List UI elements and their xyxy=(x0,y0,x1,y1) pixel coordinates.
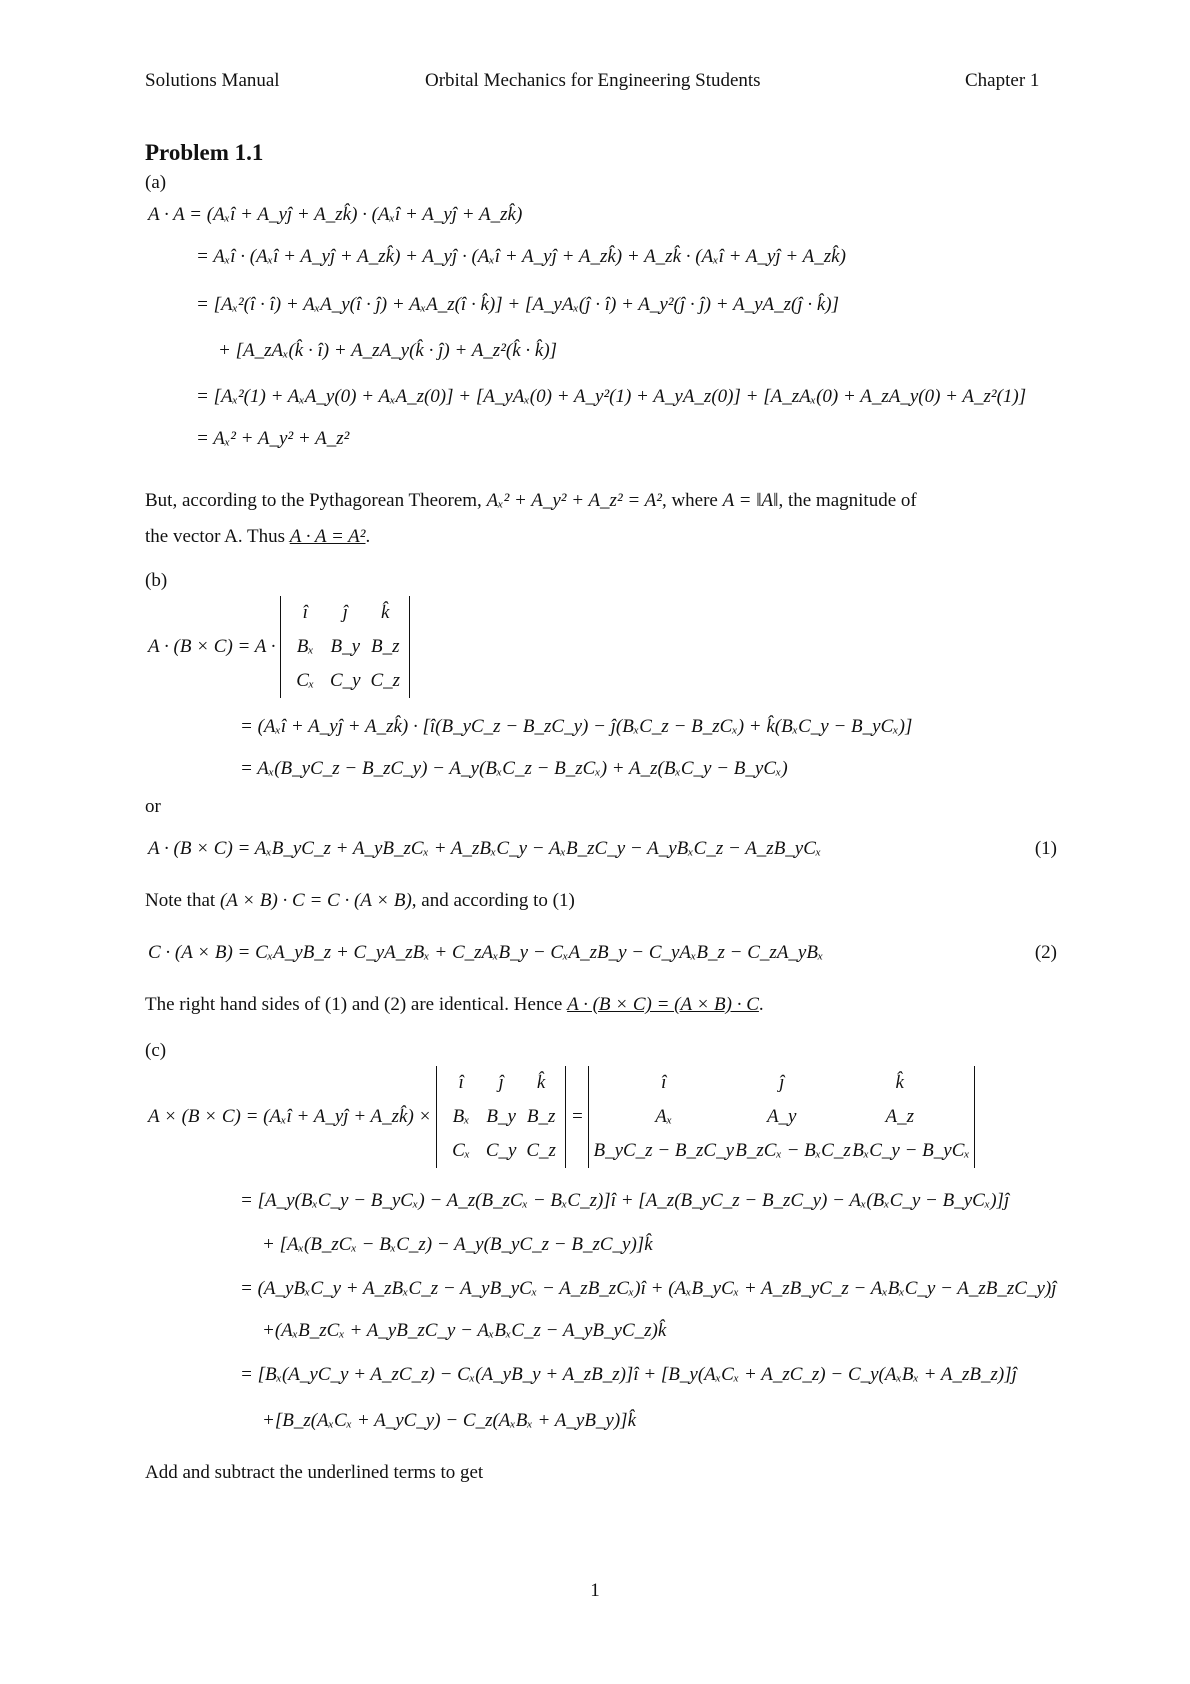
part-c-eq5: +(AₓB_zCₓ + A_yB_zC_y − AₓBₓC_z − A_yB_yC_z)k̂ xyxy=(262,1320,667,1341)
det-row xyxy=(285,664,405,698)
det-cell: C_y xyxy=(329,670,361,691)
det-cell: Cₓ xyxy=(296,670,315,691)
part-c-eq6: = [Bₓ(A_yC_y + A_zC_z) − Cₓ(A_yB_y + A_zB_z)]î + [B_y(AₓCₓ + A_zC_z) − C_y(AₓBₓ + A_zB_z)]ĵ xyxy=(240,1364,1017,1385)
det-cell: B_z xyxy=(371,636,400,657)
header-left: Solutions Manual xyxy=(145,70,280,91)
part-a-eq5: = [Aₓ²(1) + AₓA_y(0) + AₓA_z(0)] + [A_yAₓ(0) + A_y²(1) + A_yA_z(0)] + [A_zAₓ(0) + A_zA_y(0) + A_z²(1)] xyxy=(196,386,1027,407)
part-b-eq5: C · (A × B) = CₓA_yB_z + C_yA_zBₓ + C_zAₓB_y − CₓA_zB_y − C_yAₓB_z − C_zA_yBₓ xyxy=(148,942,824,963)
det-cell: B_y xyxy=(486,1106,516,1127)
det-row xyxy=(593,1100,970,1134)
part-c-eq2: = [A_y(BₓC_y − B_yCₓ) − A_z(B_zCₓ − BₓC_z)]î + [A_z(B_yC_z − B_zC_y) − Aₓ(BₓC_y − B_yCₓ)]ĵ xyxy=(240,1190,1010,1211)
det-row xyxy=(441,1100,561,1134)
note-post: , and according to (1) xyxy=(411,890,575,911)
det-cell: C_y xyxy=(485,1140,517,1161)
det-cell: ĵ xyxy=(342,602,348,623)
text2-post: . xyxy=(365,526,371,547)
det-row xyxy=(441,1066,561,1100)
det-row xyxy=(593,1134,970,1168)
det-cell: Bₓ xyxy=(296,636,314,657)
part-c-label: (c) xyxy=(145,1040,167,1061)
det-cell: î xyxy=(302,602,308,623)
part-c-eq1 xyxy=(148,1066,975,1168)
text1-eq: Aₓ² + A_y² + A_z² = A² xyxy=(486,490,662,511)
part-b-label: (b) xyxy=(145,570,168,591)
det-cell: A_y xyxy=(766,1106,797,1127)
det-cell: B_zCₓ − BₓC_z xyxy=(735,1140,851,1161)
eq-number-1: (1) xyxy=(1034,838,1057,859)
det-cell: Aₓ xyxy=(655,1106,673,1127)
text1-post: , the magnitude of xyxy=(778,490,917,511)
part-a-eq3: = [Aₓ²(î · î) + AₓA_y(î · ĵ) + AₓA_z(î · k̂)] + [A_yAₓ(ĵ · î) + A_y²(ĵ · ĵ) + A_yA_z(ĵ · k̂)] xyxy=(196,294,840,315)
part-a-label: (a) xyxy=(145,172,167,193)
text1-eq2: A = ‖A‖ xyxy=(722,490,779,511)
page-number: 1 xyxy=(590,1580,600,1601)
part-b-note xyxy=(145,890,575,912)
note-eq: (A × B) · C = C · (A × B) xyxy=(219,890,412,911)
det-row xyxy=(285,596,405,630)
part-a-text1 xyxy=(145,490,917,512)
det-cell: k̂ xyxy=(381,602,390,623)
det-cell: A_z xyxy=(885,1106,914,1127)
part-b-eq4: A · (B × C) = AₓB_yC_z + A_yB_zCₓ + A_zBₓC_y − AₓB_zC_y − A_yBₓC_z − A_zB_yCₓ xyxy=(148,838,822,859)
part-c-determinant-2 xyxy=(588,1066,975,1168)
det-cell: C_z xyxy=(370,670,401,691)
part-c-eq-sign: = xyxy=(570,1106,584,1127)
note-pre: Note that xyxy=(145,890,216,911)
part-a-eq1: A · A = (Aₓî + A_yĵ + A_zk̂) · (Aₓî + A_yĵ + A_zk̂) xyxy=(148,204,523,225)
part-b-eq1 xyxy=(148,596,410,698)
part-b-eq2: = (Aₓî + A_yĵ + A_zk̂) · [î(B_yC_z − B_zC_y) − ĵ(BₓC_z − B_zCₓ) + k̂(BₓC_y − B_yCₓ)] xyxy=(240,716,913,737)
det-cell: k̂ xyxy=(895,1072,904,1093)
text1-mid: , where xyxy=(661,490,718,511)
part-a-eq6: = Aₓ² + A_y² + A_z² xyxy=(196,428,350,449)
det-row xyxy=(593,1066,970,1100)
header-center: Orbital Mechanics for Engineering Students xyxy=(425,70,761,91)
part-b-eq3: = Aₓ(B_yC_z − B_zC_y) − A_y(BₓC_z − B_zCₓ) + A_z(BₓC_y − B_yCₓ) xyxy=(240,758,788,779)
concl-post: . xyxy=(758,994,764,1015)
det-cell: Bₓ xyxy=(452,1106,470,1127)
part-c-eq4: = (A_yBₓC_y + A_zBₓC_z − A_yB_yCₓ − A_zB_zCₓ)î + (AₓB_yCₓ + A_zB_yC_z − AₓBₓC_y − A_zB_zC_y)ĵ xyxy=(240,1278,1057,1299)
text2-pre: the vector A. Thus xyxy=(145,526,286,547)
part-a-eq2: = Aₓî · (Aₓî + A_yĵ + A_zk̂) + A_yĵ · (Aₓî + A_yĵ + A_zk̂) + A_zk̂ · (Aₓî + A_yĵ + A_zk̂) xyxy=(196,246,846,267)
text2-result: A · A = A² xyxy=(289,526,366,547)
part-c-final-text: Add and subtract the underlined terms to get xyxy=(145,1462,484,1483)
det-cell: BₓC_y − B_yCₓ xyxy=(852,1140,970,1161)
det-cell: î xyxy=(458,1072,464,1093)
header-right: Chapter 1 xyxy=(965,70,1040,91)
concl-result: A · (B × C) = (A × B) · C xyxy=(567,994,759,1015)
det-row xyxy=(441,1134,561,1168)
det-cell: ĵ xyxy=(779,1072,785,1093)
det-cell: î xyxy=(661,1072,667,1093)
part-a-text2 xyxy=(145,526,370,548)
part-c-eq1-lhs: A × (B × C) = (Aₓî + A_yĵ + A_zk̂) × xyxy=(148,1106,432,1127)
text1-pre: But, according to the Pythagorean Theorem, xyxy=(145,490,482,511)
det-cell: k̂ xyxy=(536,1072,546,1093)
det-cell: B_z xyxy=(526,1106,556,1127)
problem-title: Problem 1.1 xyxy=(145,140,264,165)
det-cell: B_y xyxy=(330,636,361,657)
det-row xyxy=(285,630,405,664)
part-b-conclusion xyxy=(145,994,764,1016)
concl-pre: The right hand sides of (1) and (2) are identical. Hence xyxy=(145,994,563,1015)
det-cell: C_z xyxy=(526,1140,556,1161)
det-cell: Cₓ xyxy=(452,1140,471,1161)
part-b-eq1-lhs: A · (B × C) = A · xyxy=(148,636,276,657)
det-cell: B_yC_z − B_zC_y xyxy=(593,1140,735,1161)
part-c-determinant-1 xyxy=(436,1066,566,1168)
det-cell: ĵ xyxy=(498,1072,504,1093)
part-c-eq7: +[B_z(AₓCₓ + A_yC_y) − C_z(AₓBₓ + A_yB_y)]k̂ xyxy=(262,1410,637,1431)
part-c-eq3: + [Aₓ(B_zCₓ − BₓC_z) − A_y(B_yC_z − B_zC_y)]k̂ xyxy=(262,1234,653,1255)
eq-number-2: (2) xyxy=(1034,942,1057,963)
part-a-eq4: + [A_zAₓ(k̂ · î) + A_zA_y(k̂ · ĵ) + A_z²(k̂ · k̂)] xyxy=(218,340,558,361)
part-b-determinant xyxy=(280,596,410,698)
part-b-or: or xyxy=(145,796,161,817)
